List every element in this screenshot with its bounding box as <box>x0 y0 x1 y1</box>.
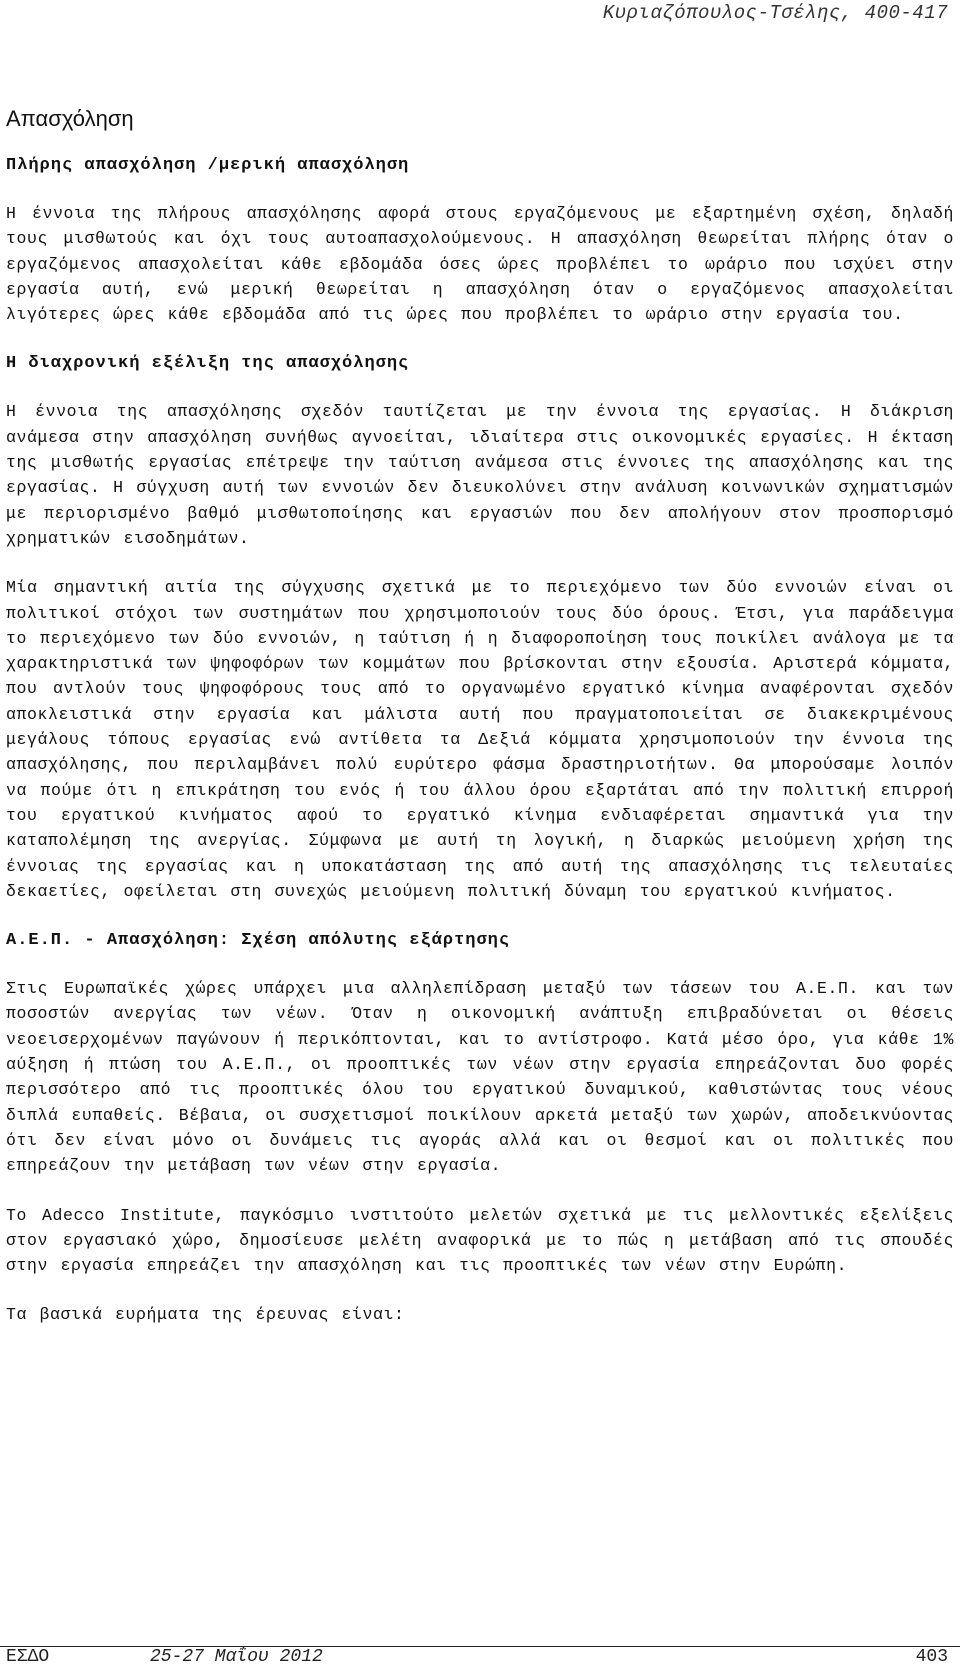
heading-full-part-time: Πλήρης απασχόληση /μερική απασχόληση <box>6 156 410 175</box>
heading-employment-evolution: Η διαχρονική εξέλιξη της απασχόλησης <box>6 354 410 374</box>
paragraph-confusion-causes: Μία σημαντική αιτία της σύγχυσης σχετικά με το περιεχόμενο των δύο εννοιών είναι οι πολιτικοί στόχοι των συστημάτων που χρησιμοποιούν τους δύο όρους. Έτσι, για παράδειγμα το περιεχόμενο των δύο εννοιών, η ταύτιση ή η διαφοροποίηση τους ποικίλει ανάλογα με τα χαρακτηριστικά των ψηφοφόρων των κομμάτων που βρίσκονται στην εξουσία. Αριστερά κόμματα, που αντλούν τους ψηφοφόρους τους από το οργανωμένο εργατικό κίνημα αναφέρονται σχεδόν αποκλειστικά στην εργασία και μάλιστα αυτή που πραγματοποιείται σε διακεκριμένους μεγάλους τόπους εργασίας ενώ αντίθετα τα Δεξιά κόμματα χρησιμοποιούν την έννοια της απασχόλησης, που περιλαμβάνει πολύ ευρύτερο φάσμα δραστηριοτήτων. Θα μπορούσαμε λοιπόν να πούμε ότι η επικράτηση του ενός ή του άλλου όρου εξαρτάται από την πολιτική επιρροή του εργατικού κινήματος αφού το εργατικό κίνημα ενδιαφέρεται σημαντικά για την καταπολέμηση της ανεργίας. Σύμφωνα με αυτή τη λογική, η διαρκώς μειούμενη χρήση της έννοιας της εργασίας και η υποκατάσταση της από αυτή της απασχόλησης τις τελευταίες δεκαετίες, οφείλεται στη συνεχώς μειούμενη πολιτική δύναμη του εργατικού κινήματος. <box>6 578 954 901</box>
footer-date: 25-27 Μαΐου 2012 <box>150 1647 323 1667</box>
running-header: Κυριαζόπουλος-Τσέλης, 400-417 <box>602 2 948 24</box>
paragraph-findings-intro: Τα βασικά ευρήματα της έρευνας είναι: <box>6 1305 405 1325</box>
paragraph-employment-work: Η έννοια της απασχόλησης σχεδόν ταυτίζεται με την έννοια της εργασίας. Η διάκριση ανάμεσα στην απασχόληση συνήθως αγνοείται, ιδιαίτερα στις οικονομικές εργασίες. Η έκταση της μισθωτής εργασίας επέτρεψε την ταύτιση ανάμεσα στις έννοιες της απασχόλησης και της εργασίας. Η σύγχυση αυτή των εννοιών δεν διευκολύνει στην ανάλυση κοινωνικών σχηματισμών με περιορισμένο βαθμό μισθωτοποίησης και εργασιών που δεν απολήγουν στον προσπορισμό χρηματικών εισοδημάτων. <box>6 402 954 548</box>
paragraph-gdp-youth: Στις Ευρωπαϊκές χώρες υπάρχει μια αλληλεπίδραση μεταξύ των τάσεων του Α.Ε.Π. και των ποσοστών ανεργίας των νέων. Όταν η οικονομική ανάπτυξη επιβραδύνεται οι θέσεις νεοεισερχομένων παγώνουν ή περικόπτονται, και το αντίστροφο. Κατά μέσο όρο, για κάθε 1% αύξηση ή πτώση του Α.Ε.Π., οι προοπτικές των νέων στην εργασία επηρεάζονται δυο φορές περισσότερο από τις προοπτικές όλου του εργατικού δυναμικού, καθιστώντας τους νέους διπλά ευπαθείς. Βέβαια, οι συσχετισμοί ποικίλουν αρκετά μεταξύ των χωρών, αποδεικνύοντας ότι δεν είναι μόνο οι δυνάμεις τις αγοράς αλλά και οι θεσμοί και οι πολιτικές που επηρεάζουν την μετάβαση των νέων στην εργασία. <box>6 979 954 1176</box>
footer-org: ΕΣΔΟ <box>6 1647 50 1667</box>
page-content <box>6 104 954 1352</box>
paragraph-full-part-time: Η έννοια της πλήρους απασχόλησης αφορά στους εργαζόμενους με εξαρτημένη σχέση, δηλαδή τους μισθωτούς και όχι τους αυτοαπασχολούμενους. Η απασχόληση θεωρείται πλήρης όταν ο εργαζόμενος απασχολείται κάθε εβδομάδα όσες ώρες προβλέπει το ωράριο που ισχύει στην εργασία αυτή, ενώ μερική θεωρείται η απασχόληση όταν ο εργαζόμενος απασχολείται λιγότερες ώρες κάθε εβδομάδα από τις ώρες που προβλέπει το ωράριο στην εργασία του. <box>6 204 954 325</box>
paragraph-adecco: Το Adecco Institute, παγκόσμιο ινστιτούτο μελετών σχετικά με τις μελλοντικές εξελίξεις στον εργασιακό χώρο, δημοσίευσε μελέτη αναφορικά με το πώς η μετάβαση από τις σπουδές στην εργασία επηρεάζει την απασχόληση και τις προοπτικές των νέων στην Ευρώπη. <box>6 1205 954 1276</box>
page-number: 403 <box>915 1647 948 1667</box>
heading-gdp-employment: Α.Ε.Π. - Απασχόληση: Σχέση απόλυτης εξάρτησης <box>6 931 511 951</box>
section-title: Απασχόληση <box>6 106 134 131</box>
footer-rule <box>0 1646 960 1647</box>
